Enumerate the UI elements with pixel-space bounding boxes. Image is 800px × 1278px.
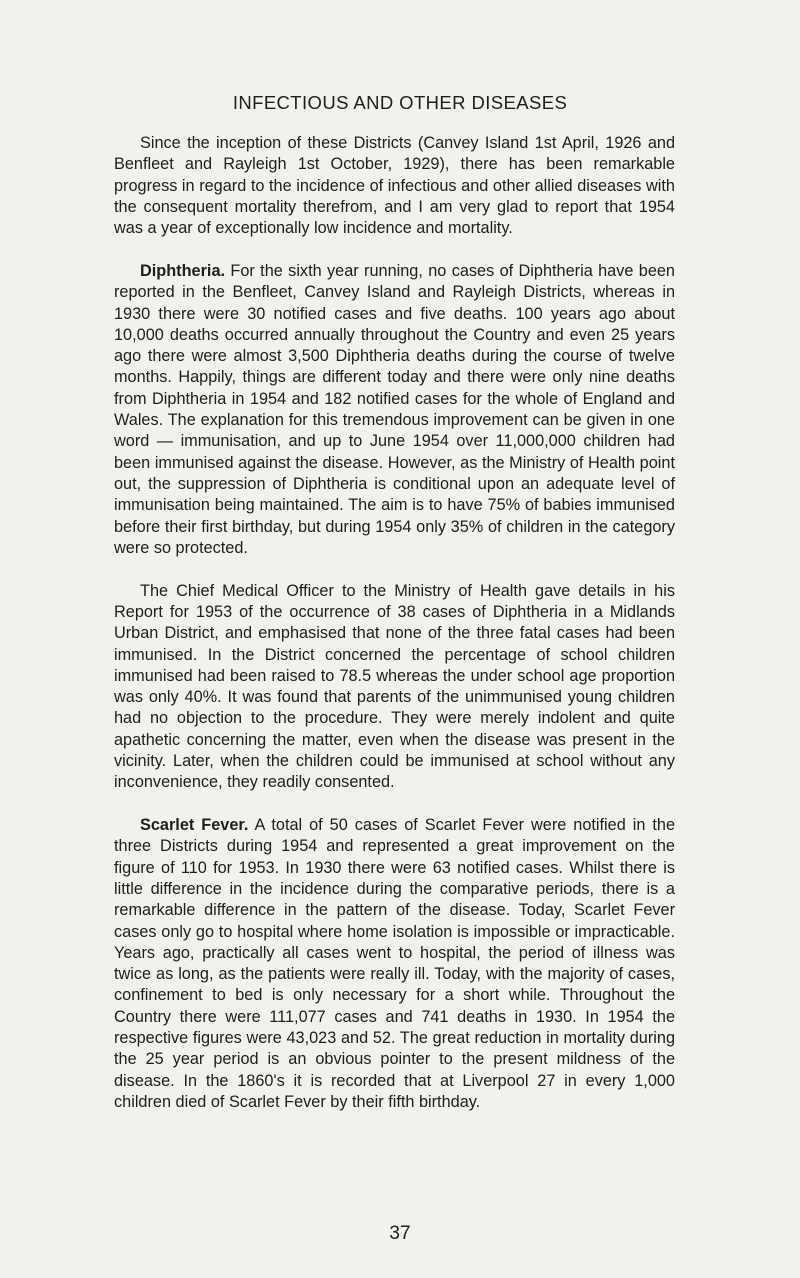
scarlet-fever-heading: Scarlet Fever. (140, 816, 249, 835)
diphtheria-body: For the sixth year running, no cases of Diphtheria have been reported in the Benfleet, Canvey Island and Rayleigh Districts, whereas in 1930 there were 30 notified cases and five deaths. 100 years ago about 10,000 deaths occurred annually throughout the Country and even 25 years ago there were almost 3,500 Diphtheria deaths during the course of twelve months. Happily, things are different today and there were only nine deaths from Diphtheria in 1954 and 182 notified cases for the whole of England and Wales. The explanation for this tremendous improvement can be given in one word — immunisation, and up to June 1954 over 11,000,000 children had been immunised against the disease. However, as the Ministry of Health point out, the suppression of Diphtheria is conditional upon an adequate level of immunisation being maintained. The aim is to have 75% of babies immunised before their first birthday, but during 1954 only 35% of children in the category were so protected. (114, 261, 675, 557)
page-number: 37 (389, 1223, 411, 1244)
intro-paragraph: Since the inception of these Districts (Canvey Island 1st April, 1926 and Benfleet and Rayleigh 1st October, 1929), there has been remarkable progress in regard to the incidence of infectious and other allied diseases with the consequent mortality therefrom, and I am very glad to report that 1954 was a year of exceptionally low incidence and mortality. (114, 134, 675, 238)
page-title: INFECTIOUS AND OTHER DISEASES (232, 92, 568, 113)
document-body (114, 133, 675, 1135)
chief-medical-officer-paragraph: The Chief Medical Officer to the Ministry of Health gave details in his Report for 1953 of the occurrence of 38 cases of Diphtheria in a Midlands Urban District, and emphasised that none of the three fatal cases had been immunised. In the District concerned the percentage of school children immunised had been raised to 78.5 whereas the under school age proportion was only 40%. It was found that parents of the unimmunised young children had no objection to the procedure. They were merely indolent and quite apathetic concerning the matter, even when the disease was present in the vicinity. Later, when the children could be immunised at school without any inconvenience, they readily consented. (114, 581, 675, 792)
scarlet-fever-body: A total of 50 cases of Scarlet Fever were notified in the three Districts during 1954 and represented a great improvement on the figure of 110 for 1953. In 1930 there were 63 notified cases. Whilst there is little difference in the incidence during the comparative periods, there is a remarkable difference in the pattern of the disease. Today, Scarlet Fever cases only go to hospital where home isolation is impossible or impracticable. Years ago, practically all cases went to hospital, the period of illness was twice as long, as the patients were really ill. Today, with the majority of cases, confinement to bed is only necessary for a short while. Throughout the Country there were 111,077 cases and 741 deaths in 1930. In 1954 the respective figures were 43,023 and 52. The great reduction in mortality during the 25 year period is an obvious pointer to the present mildness of the disease. In the 1860's it is recorded that at Liverpool 27 in every 1,000 children died of Scarlet Fever by their fifth birthday. (114, 816, 676, 1111)
diphtheria-heading: Diphtheria. (140, 261, 226, 280)
scarlet-fever-paragraph (114, 815, 675, 1113)
diphtheria-paragraph (114, 261, 675, 559)
